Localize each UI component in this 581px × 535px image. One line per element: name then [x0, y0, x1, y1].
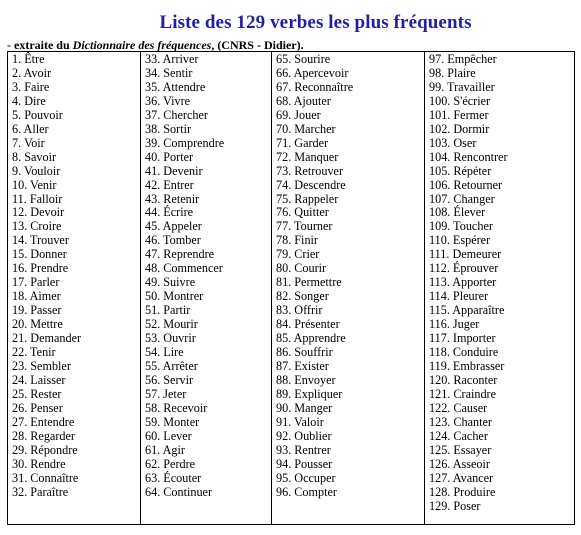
verb-label: 107. Changer	[429, 191, 495, 206]
verb-label: 126. Asseoir	[429, 456, 490, 471]
verb-item	[8, 346, 140, 360]
verb-item	[8, 151, 140, 165]
verb-label: 2. Avoir	[12, 65, 52, 80]
verb-item	[8, 486, 140, 500]
verb-label: 97. Empêcher	[429, 52, 497, 66]
verb-label: 45. Appeler	[145, 219, 202, 234]
verb-label: 110. Espérer	[429, 233, 491, 248]
verb-label: 59. Monter	[145, 414, 200, 429]
verb-item	[272, 95, 424, 109]
verb-item	[272, 179, 424, 193]
verb-item	[141, 430, 271, 444]
verb-item	[425, 444, 574, 458]
verb-label: 1. Être	[12, 52, 45, 66]
verb-item	[425, 458, 574, 472]
verb-item	[141, 137, 271, 151]
verb-label: 102. Dormir	[429, 121, 490, 136]
source-prefix: - extraite du	[7, 38, 73, 52]
verb-item	[141, 402, 271, 416]
verb-label: 34. Sentir	[145, 65, 193, 80]
verb-label: 46. Tomber	[145, 233, 201, 248]
verb-label: 37. Chercher	[145, 107, 208, 122]
verb-item	[8, 276, 140, 290]
verb-item	[8, 95, 140, 109]
verb-label: 22. Tenir	[12, 345, 56, 360]
verb-item	[272, 374, 424, 388]
verb-item	[272, 346, 424, 360]
verb-label: 7. Voir	[12, 135, 45, 150]
verb-label: 52. Mourir	[145, 317, 198, 332]
verb-item	[272, 472, 424, 486]
verb-item	[425, 472, 574, 486]
verb-item	[8, 458, 140, 472]
verb-item	[272, 137, 424, 151]
verb-label: 84. Présenter	[276, 317, 340, 332]
verb-item	[8, 109, 140, 123]
verb-item	[141, 220, 271, 234]
verb-item	[272, 458, 424, 472]
verb-label: 72. Manquer	[276, 149, 339, 164]
verb-label: 112. Éprouver	[429, 261, 499, 276]
verb-item	[8, 332, 140, 346]
verb-item	[272, 220, 424, 234]
verb-label: 90. Manger	[276, 400, 333, 415]
verb-label: 38. Sortir	[145, 121, 192, 136]
verb-item	[272, 318, 424, 332]
verb-item	[8, 430, 140, 444]
verb-item	[425, 500, 574, 514]
verb-item	[141, 109, 271, 123]
verb-label: 62. Perdre	[145, 456, 196, 471]
verb-label: 113. Apporter	[429, 275, 497, 290]
verb-item	[8, 67, 140, 81]
verb-item	[272, 206, 424, 220]
verb-item	[272, 53, 424, 67]
verb-label: 55. Arrêter	[145, 358, 198, 373]
verb-item	[8, 123, 140, 137]
verb-label: 69. Jouer	[276, 107, 321, 122]
verb-label: 14. Trouver	[12, 233, 69, 248]
verb-item	[8, 81, 140, 95]
verb-label: 28. Regarder	[12, 428, 75, 443]
verb-item	[141, 290, 271, 304]
verb-label: 92. Oublier	[276, 428, 332, 443]
verb-label: 31. Connaître	[12, 470, 79, 485]
verb-label: 16. Prendre	[12, 261, 69, 276]
verb-item	[272, 388, 424, 402]
verb-item	[8, 444, 140, 458]
verb-item	[425, 402, 574, 416]
verb-label: 51. Partir	[145, 303, 191, 318]
verb-item	[272, 123, 424, 137]
verb-label: 109. Toucher	[429, 219, 493, 234]
verb-label: 58. Recevoir	[145, 400, 208, 415]
verb-label: 33. Arriver	[145, 52, 199, 66]
verb-label: 77. Tourner	[276, 219, 333, 234]
verb-label: 120. Raconter	[429, 372, 498, 387]
verb-column-4	[425, 52, 574, 524]
verb-item	[8, 220, 140, 234]
verb-label: 8. Savoir	[12, 149, 57, 164]
verb-label: 75. Rappeler	[276, 191, 339, 206]
verb-item	[425, 332, 574, 346]
verb-label: 98. Plaire	[429, 65, 476, 80]
verb-item	[272, 165, 424, 179]
verb-item	[8, 165, 140, 179]
verb-item	[141, 346, 271, 360]
page-title: Liste des 129 verbes les plus fréquents	[159, 12, 472, 33]
verb-label: 124. Cacher	[429, 428, 488, 443]
verb-label: 47. Reprendre	[145, 247, 215, 262]
verb-item	[8, 262, 140, 276]
verb-label: 104. Rencontrer	[429, 149, 508, 164]
verb-item	[425, 151, 574, 165]
verb-item	[141, 53, 271, 67]
verb-label: 29. Répondre	[12, 442, 78, 457]
verb-item	[141, 458, 271, 472]
verb-item	[425, 388, 574, 402]
verb-label: 127. Avancer	[429, 470, 494, 485]
verb-label: 76. Quitter	[276, 205, 329, 220]
verb-item	[8, 360, 140, 374]
verb-column-3	[272, 52, 425, 524]
verb-label: 12. Devoir	[12, 205, 65, 220]
verb-label: 11. Falloir	[12, 191, 63, 206]
verb-label: 6. Aller	[12, 121, 49, 136]
verb-item	[425, 137, 574, 151]
verb-label: 91. Valoir	[276, 414, 324, 429]
verb-item	[272, 81, 424, 95]
verb-item	[8, 206, 140, 220]
verb-item	[425, 290, 574, 304]
verb-item	[8, 472, 140, 486]
verb-item	[272, 332, 424, 346]
verb-label: 125. Essayer	[429, 442, 492, 457]
verb-label: 123. Chanter	[429, 414, 492, 429]
verb-label: 26. Penser	[12, 400, 63, 415]
verb-item	[8, 374, 140, 388]
verb-label: 3. Faire	[12, 79, 50, 94]
verb-label: 18. Aimer	[12, 289, 61, 304]
verb-label: 74. Descendre	[276, 177, 346, 192]
verb-item	[425, 95, 574, 109]
verb-item	[425, 165, 574, 179]
verb-label: 35. Attendre	[145, 79, 206, 94]
verb-item	[141, 81, 271, 95]
verb-label: 86. Souffrir	[276, 345, 333, 360]
verb-item	[8, 248, 140, 262]
verb-item	[141, 388, 271, 402]
verb-item	[425, 193, 574, 207]
verb-item	[425, 416, 574, 430]
verb-item	[141, 179, 271, 193]
verb-label: 129. Poser	[429, 498, 481, 513]
verb-label: 32. Paraître	[12, 484, 69, 499]
verb-item	[425, 318, 574, 332]
verb-label: 128. Produire	[429, 484, 496, 499]
verb-label: 50. Montrer	[145, 289, 204, 304]
verb-item	[141, 206, 271, 220]
verb-item	[8, 318, 140, 332]
verb-label: 118. Conduire	[429, 345, 499, 360]
verb-item	[8, 179, 140, 193]
verb-item	[425, 276, 574, 290]
verb-label: 81. Permettre	[276, 275, 342, 290]
verb-item	[425, 304, 574, 318]
verb-item	[8, 234, 140, 248]
verb-label: 95. Occuper	[276, 470, 336, 485]
verb-label: 106. Retourner	[429, 177, 503, 192]
verb-item	[425, 430, 574, 444]
verb-label: 61. Agir	[145, 442, 185, 457]
verb-item	[272, 193, 424, 207]
verb-item	[141, 151, 271, 165]
verb-item	[8, 402, 140, 416]
verb-item	[8, 193, 140, 207]
verb-item	[425, 109, 574, 123]
verb-item	[272, 416, 424, 430]
verb-item	[8, 388, 140, 402]
verb-item	[425, 248, 574, 262]
verb-item	[141, 165, 271, 179]
verb-label: 73. Retrouver	[276, 163, 344, 178]
verb-label: 40. Porter	[145, 149, 194, 164]
verb-item	[425, 220, 574, 234]
verb-item	[141, 360, 271, 374]
verb-item	[141, 332, 271, 346]
verb-label: 5. Pouvoir	[12, 107, 63, 122]
verb-label: 60. Lever	[145, 428, 192, 443]
verb-item	[272, 276, 424, 290]
verb-label: 43. Retenir	[145, 191, 200, 206]
verb-item	[141, 486, 271, 500]
verb-label: 44. Écrire	[145, 205, 194, 220]
verb-label: 85. Apprendre	[276, 331, 346, 346]
verb-item	[272, 67, 424, 81]
verb-item	[141, 95, 271, 109]
verb-item	[425, 346, 574, 360]
verb-item	[425, 67, 574, 81]
verb-item	[272, 290, 424, 304]
verb-column-2	[141, 52, 272, 524]
verb-label: 30. Rendre	[12, 456, 66, 471]
verb-label: 114. Pleurer	[429, 289, 489, 304]
verb-label: 87. Exister	[276, 358, 329, 373]
verb-item	[425, 206, 574, 220]
verb-item	[272, 360, 424, 374]
verb-table	[7, 51, 575, 525]
source-book-title: Dictionnaire des fréquences	[72, 38, 212, 52]
verb-item	[8, 416, 140, 430]
verb-label: 108. Élever	[429, 205, 486, 220]
verb-label: 119. Embrasser	[429, 358, 505, 373]
verb-item	[8, 137, 140, 151]
verb-label: 89. Expliquer	[276, 386, 343, 401]
verb-label: 41. Devenir	[145, 163, 203, 178]
verb-label: 21. Demander	[12, 331, 82, 346]
verb-label: 24. Laisser	[12, 372, 66, 387]
verb-label: 103. Oser	[429, 135, 477, 150]
verb-item	[425, 123, 574, 137]
verb-item	[272, 402, 424, 416]
verb-item	[272, 444, 424, 458]
verb-item	[141, 374, 271, 388]
verb-label: 100. S'écrier	[429, 93, 491, 108]
verb-item	[141, 318, 271, 332]
verb-label: 66. Apercevoir	[276, 65, 349, 80]
verb-label: 105. Répéter	[429, 163, 492, 178]
verb-label: 57. Jeter	[145, 386, 187, 401]
verb-label: 65. Sourire	[276, 52, 331, 66]
verb-label: 80. Courir	[276, 261, 327, 276]
verb-label: 70. Marcher	[276, 121, 336, 136]
verb-label: 94. Pousser	[276, 456, 333, 471]
verb-label: 71. Garder	[276, 135, 329, 150]
verb-label: 96. Compter	[276, 484, 337, 499]
verb-item	[141, 416, 271, 430]
verb-item	[272, 109, 424, 123]
verb-item	[272, 304, 424, 318]
verb-label: 93. Rentrer	[276, 442, 331, 457]
verb-item	[141, 304, 271, 318]
verb-label: 56. Servir	[145, 372, 194, 387]
verb-item	[272, 486, 424, 500]
verb-item	[141, 248, 271, 262]
verb-item	[425, 486, 574, 500]
verb-label: 36. Vivre	[145, 93, 191, 108]
verb-label: 27. Entendre	[12, 414, 75, 429]
verb-label: 23. Sembler	[12, 358, 71, 373]
verb-label: 39. Comprendre	[145, 135, 225, 150]
verb-item	[141, 193, 271, 207]
verb-item	[425, 374, 574, 388]
verb-item	[425, 179, 574, 193]
verb-label: 10. Venir	[12, 177, 57, 192]
verb-label: 117. Importer	[429, 331, 496, 346]
verb-label: 68. Ajouter	[276, 93, 331, 108]
verb-label: 20. Mettre	[12, 317, 63, 332]
verb-label: 49. Suivre	[145, 275, 196, 290]
verb-label: 4. Dire	[12, 93, 46, 108]
verb-label: 42. Entrer	[145, 177, 194, 192]
verb-item	[272, 151, 424, 165]
verb-item	[425, 262, 574, 276]
verb-label: 79. Crier	[276, 247, 320, 262]
verb-item	[141, 234, 271, 248]
verb-label: 83. Offrir	[276, 303, 323, 318]
verb-label: 122. Causer	[429, 400, 488, 415]
verb-item	[141, 262, 271, 276]
verb-item	[425, 234, 574, 248]
verb-item	[425, 360, 574, 374]
verb-item	[8, 53, 140, 67]
verb-label: 115. Apparaître	[429, 303, 505, 318]
verb-item	[141, 444, 271, 458]
verb-label: 111. Demeurer	[429, 247, 502, 262]
verb-column-1	[8, 52, 141, 524]
verb-label: 67. Reconnaître	[276, 79, 354, 94]
verb-label: 17. Parler	[12, 275, 60, 290]
verb-item	[141, 67, 271, 81]
verb-label: 53. Ouvrir	[145, 331, 196, 346]
source-suffix: , (CNRS - Didier).	[211, 38, 304, 52]
verb-item	[272, 430, 424, 444]
verb-label: 101. Fermer	[429, 107, 489, 122]
verb-item	[8, 304, 140, 318]
verb-item	[272, 234, 424, 248]
verb-item	[272, 248, 424, 262]
verb-label: 88. Envoyer	[276, 372, 336, 387]
verb-item	[141, 123, 271, 137]
verb-label: 63. Écouter	[145, 470, 202, 485]
verb-label: 121. Craindre	[429, 386, 497, 401]
verb-label: 19. Passer	[12, 303, 62, 318]
verb-label: 48. Commencer	[145, 261, 223, 276]
verb-item	[425, 53, 574, 67]
verb-label: 9. Vouloir	[12, 163, 61, 178]
verb-label: 13. Croire	[12, 219, 62, 234]
verb-item	[8, 290, 140, 304]
verb-item	[272, 262, 424, 276]
verb-item	[425, 81, 574, 95]
verb-item	[141, 276, 271, 290]
verb-label: 15. Donner	[12, 247, 67, 262]
verb-label: 116. Juger	[429, 317, 480, 332]
verb-item	[141, 472, 271, 486]
verb-label: 78. Finir	[276, 233, 318, 248]
verb-label: 64. Continuer	[145, 484, 213, 499]
verb-label: 99. Travailler	[429, 79, 495, 94]
verb-label: 82. Songer	[276, 289, 329, 304]
verb-label: 54. Lire	[145, 345, 184, 360]
verb-label: 25. Rester	[12, 386, 62, 401]
